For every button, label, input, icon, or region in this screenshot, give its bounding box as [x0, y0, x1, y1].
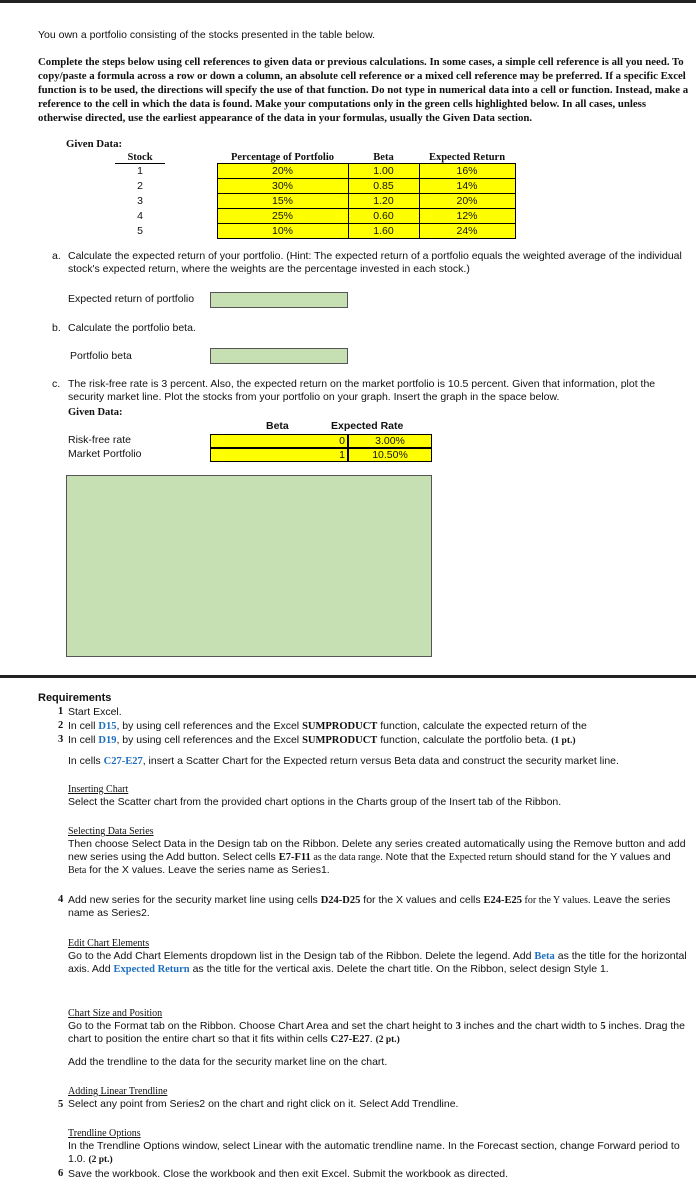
portfolio-beta-label: Portfolio beta [70, 350, 132, 362]
stock-cell: 5 [137, 225, 143, 237]
linear-trendline-title: Adding Linear Trendline [68, 1086, 168, 1097]
market-rate-cell: 10.50% [348, 448, 432, 462]
given-data-label-c: Given Data: [68, 407, 123, 418]
req-3-number: 3 [58, 734, 64, 745]
table-row [115, 224, 515, 239]
risk-free-rate-cell: 3.00% [348, 434, 432, 448]
req-3-text: In cell D19, by using cell references and the Excel SUMPRODUCT function, calculate the portfolio beta. (1 pt.) [68, 734, 576, 746]
col-header-beta: Beta [348, 152, 419, 164]
req-2-number: 2 [58, 720, 64, 731]
part-b-letter: b. [52, 322, 61, 334]
market-portfolio-label: Market Portfolio [68, 448, 142, 460]
return-cell: 12% [419, 209, 515, 224]
beta-cell: 1.00 [348, 164, 419, 179]
beta-cell: 0.85 [348, 179, 419, 194]
col-header-beta-c: Beta [266, 420, 289, 432]
risk-free-beta-cell: 0 [210, 434, 348, 448]
inserting-chart-title: Inserting Chart [68, 784, 129, 795]
edit-elements-title: Edit Chart Elements [68, 938, 150, 949]
stock-cell: 3 [137, 195, 143, 207]
pct-cell: 25% [217, 209, 348, 224]
trendline-options-text: In the Trendline Options window, select Linear with the automatic trendline name. In the Forecast section, change Forward period to 1.0. (2 pt.) [68, 1140, 680, 1165]
part-a-letter: a. [52, 250, 61, 262]
expected-return-label: Expected return of portfolio [68, 293, 195, 305]
pct-cell: 30% [217, 179, 348, 194]
col-header-expected-return: Expected Return [419, 152, 515, 164]
instructions-text: Complete the steps below using cell references to given data or previous calculations. In some cases, a simple cell reference is all you need. To copy/paste a formula across a row or down a column, an absolute cell reference or a mixed cell reference may be preferred. If a specific Excel function is to be used, the directions will specify the use of that function. Do not type in numerical data into a cell or function. Instead, make a reference to the cell in which the data is found. Make your computations only in the green cells highlighted below. In all cases, unless otherwise directed, use the earliest appearance of the data in your formulas, usually the Given Data section. [38, 56, 689, 124]
return-cell: 24% [419, 224, 515, 239]
part-c-text: The risk-free rate is 3 percent. Also, the expected return on the market portfolio is 10.5 percent. Given that information, plot the security market line. Plot the stocks from your portfolio on your graph. Insert the graph in the space below. [68, 378, 656, 403]
return-cell: 16% [419, 164, 515, 179]
req-4-number: 4 [58, 894, 64, 905]
req-5-number: 5 [58, 1099, 64, 1110]
req-5-text: Select any point from Series2 on the chart and right click on it. Select Add Trendline. [68, 1098, 459, 1110]
section-divider [0, 675, 696, 678]
col-header-percentage: Percentage of Portfolio [217, 152, 348, 164]
trendline-options-title: Trendline Options [68, 1128, 141, 1139]
portfolio-beta-input-cell[interactable] [210, 348, 348, 364]
req-2-text: In cell D15, by using cell references and the Excel SUMPRODUCT function, calculate the expected return of the [68, 720, 587, 732]
req-6-number: 6 [58, 1168, 64, 1179]
expected-return-input-cell[interactable] [210, 292, 348, 308]
trendline-add-text: Add the trendline to the data for the security market line on the chart. [68, 1056, 388, 1068]
table-row [115, 164, 515, 179]
col-header-stock: Stock [115, 152, 165, 164]
pct-cell: 10% [217, 224, 348, 239]
table-row [115, 194, 515, 209]
part-c-letter: c. [52, 378, 61, 390]
risk-free-label: Risk-free rate [68, 434, 132, 446]
req-1-number: 1 [58, 706, 64, 717]
stock-cell: 1 [137, 165, 143, 178]
return-cell: 14% [419, 179, 515, 194]
part-b-text: Calculate the portfolio beta. [68, 322, 196, 334]
market-beta-cell: 1 [210, 448, 348, 462]
col-header-expected-rate: Expected Rate [331, 420, 404, 432]
beta-cell: 1.20 [348, 194, 419, 209]
table-row [115, 179, 515, 194]
selecting-series-text: Then choose Select Data in the Design tab on the Ribbon. Delete any series created automatically using the Remove button and add new series using the Add button. Select cells E7-F11 as the data range. Note that the Expected return should stand for the Y values and Beta for the X values. Leave the series name as Series1. [68, 838, 686, 876]
part-a-text: Calculate the expected return of your portfolio. (Hint: The expected return of a portfolio equals the weighted average of the individual stock's expected return, where the weights are the percentage invested in each stock.) [68, 250, 682, 275]
pct-cell: 20% [217, 164, 348, 179]
size-position-text: Go to the Format tab on the Ribbon. Choose Chart Area and set the chart height to 3 inches and the chart width to 5 inches. Drag the chart to position the entire chart so that it fits within cells C27-E27. (2 pt.) [68, 1020, 685, 1045]
stock-cell: 4 [137, 210, 143, 222]
requirements-title: Requirements [38, 692, 112, 704]
stock-cell: 2 [137, 180, 143, 192]
req-4-text: Add new series for the security market line using cells D24-D25 for the X values and cells E24-E25 for the Y values. Leave the series name as Series2. [68, 894, 671, 919]
table-row [115, 209, 515, 224]
inserting-chart-text: Select the Scatter chart from the provided chart options in the Charts group of the Insert tab of the Ribbon. [68, 796, 562, 808]
req-chart-text: In cells C27-E27, insert a Scatter Chart for the Expected return versus Beta data and construct the security market line. [68, 755, 619, 767]
chart-placeholder-area[interactable] [66, 475, 432, 657]
req-1-text: Start Excel. [68, 706, 122, 718]
beta-cell: 0.60 [348, 209, 419, 224]
given-data-label: Given Data: [66, 138, 123, 150]
beta-cell: 1.60 [348, 224, 419, 239]
top-border [0, 0, 696, 3]
size-position-title: Chart Size and Position [68, 1008, 163, 1019]
stock-table [115, 152, 516, 239]
selecting-series-title: Selecting Data Series [68, 826, 154, 837]
req-6-text: Save the workbook. Close the workbook and then exit Excel. Submit the workbook as directed. [68, 1168, 509, 1180]
edit-elements-text: Go to the Add Chart Elements dropdown list in the Design tab of the Ribbon. Delete the legend. Add Beta as the title for the horizontal axis. Add Expected Return as the title for the vertical axis. Delete the chart title. On the Ribbon, select design Style 1. [68, 950, 687, 975]
pct-cell: 15% [217, 194, 348, 209]
intro-text: You own a portfolio consisting of the stocks presented in the table below. [38, 29, 375, 41]
return-cell: 20% [419, 194, 515, 209]
